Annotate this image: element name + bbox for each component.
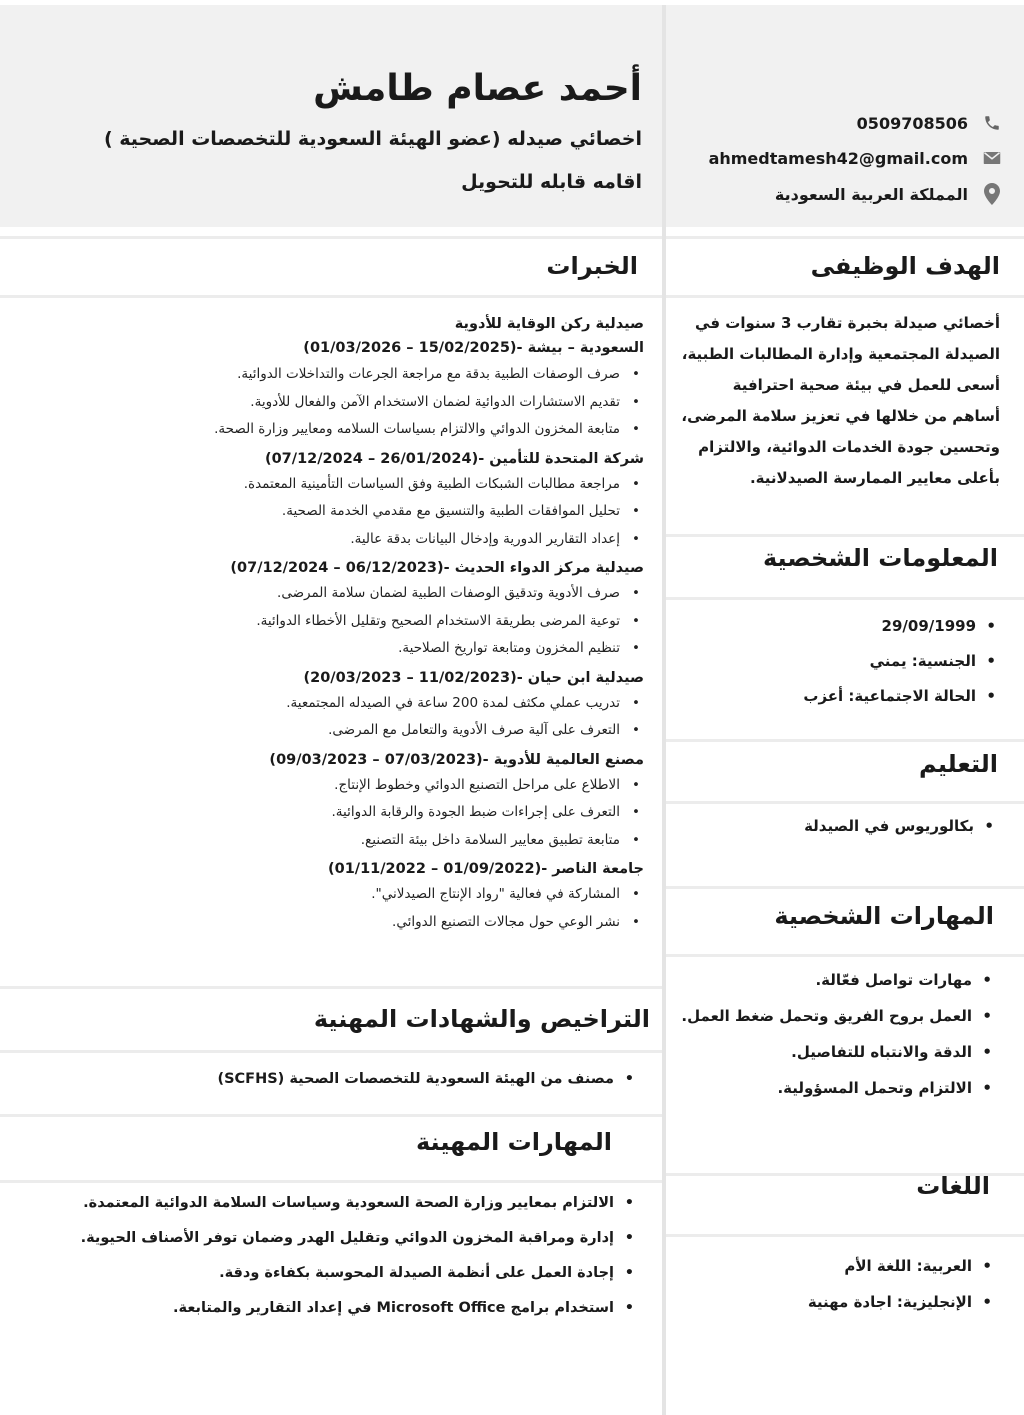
divider (666, 886, 1024, 889)
job-bullet: • تقديم الاستشارات الدوائية لضمان الاستخدام الآمن والفعال للأدوية. (44, 389, 644, 417)
job-entry (44, 666, 644, 745)
objective-heading: الهدف الوظيفى (810, 252, 1000, 280)
list-item: • مصنف من الهيئة السعودية للتخصصات الصحية (SCFHS) (217, 1066, 636, 1092)
residency-note: اقامه قابله للتحويل (461, 171, 642, 193)
soft-skills-list (681, 962, 994, 1106)
divider (666, 1234, 1024, 1237)
divider (666, 534, 1024, 537)
list-item: • الجنسية: يمني (803, 644, 998, 679)
job-employer: شركة المتحدة للتأمين -(26/01/2024 – 07/12/2024) (264, 450, 644, 467)
job-bullet: • مراجعة مطالبات الشبكات الطبية وفق السياسات التأمينية المعتمدة. (44, 471, 644, 499)
job-bullet: • صرف الأدوية وتدقيق الوصفات الطبية لضمان سلامة المرضى. (44, 580, 644, 608)
job-bullet: • متابعة تطبيق معايير السلامة داخل بيئة التصنيع. (44, 827, 644, 855)
job-employer: مصنع العالمية للأدوية -(07/03/2023 – 09/03/2023) (269, 751, 644, 768)
experience-list (44, 312, 644, 939)
job-employer: صيدلية مركز الدواء الحديث -(06/12/2023 – 07/12/2024) (230, 560, 644, 576)
list-item: • بكالوريوس في الصيدلة (804, 812, 996, 840)
person-name: أحمد عصام طامش (313, 68, 642, 109)
divider (0, 1180, 662, 1183)
job-bullet: • المشاركة في فعالية "رواد الإنتاج الصيدلاني". (44, 881, 644, 909)
divider (666, 236, 1024, 239)
divider (0, 1114, 662, 1117)
list-item: • الالتزام بمعايير وزارة الصحة السعودية وسياسات السلامة الدوائية المعتمدة. (81, 1186, 636, 1221)
divider (666, 954, 1024, 957)
divider (666, 739, 1024, 742)
job-bullet: • توعية المرضى بطريقة الاستخدام الصحيح وتقليل الأخطاء الدوائية. (44, 608, 644, 636)
list-item: • إجادة العمل على أنظمة الصيدلة المحوسبة بكفاءة ودقة. (81, 1256, 636, 1291)
list-item: • الإنجليزية: اجادة مهنية (808, 1284, 994, 1320)
divider (666, 295, 1024, 298)
list-item: • الحالة الاجتماعية: أعزب (803, 679, 998, 714)
email-address: ahmedtamesh42@gmail.com (708, 148, 968, 168)
languages-heading: اللغات (916, 1172, 990, 1200)
divider (666, 801, 1024, 804)
job-entry (44, 857, 644, 936)
personal-info-list (803, 609, 998, 714)
licenses-heading: التراخيص والشهادات المهنية (313, 1005, 650, 1033)
list-item: • استخدام برامج Microsoft Office في إعداد التقارير والمتابعة. (81, 1291, 636, 1326)
list-item: • الدقة والانتباه للتفاصيل. (681, 1034, 994, 1070)
divider (0, 986, 662, 989)
mail-icon (982, 148, 1002, 168)
job-employer: صيدلية ابن حيان -(11/02/2023 – 20/03/2023) (303, 669, 644, 686)
job-title: اخصائي صيدله (عضو الهيئة السعودية للتخصصات الصحية ) (103, 128, 642, 150)
objective-text: أخصائي صيدلة بخبرة تقارب 3 سنوات في الصيدلة المجتمعية وإدارة المطالبات الطبية، أسعى للعمل في بيئة صحية احترافية أساهم من خلالها في تعزيز سلامة المرضى، وتحسين جودة الخدمات الدوائية، والالتزام بأعلى معايير الممارسة الصيدلانية. (681, 314, 1000, 487)
job-entry (44, 748, 644, 855)
job-bullet: • صرف الوصفات الطبية بدقة مع مراجعة الجرعات والتداخلات الدوائية. (44, 361, 644, 389)
list-item: • إدارة ومراقبة المخزون الدوائي وتقليل الهدر وضمان توفر الأصناف الحيوية. (81, 1221, 636, 1256)
list-item: • العربية: اللغة الأم (808, 1248, 994, 1284)
list-item: • مهارات تواصل فعّالة. (681, 962, 994, 998)
job-entry (44, 312, 644, 444)
phone-number: 0509708506 (856, 113, 968, 133)
licenses-list (217, 1066, 636, 1092)
job-entry (44, 447, 644, 554)
job-bullet: • الاطلاع على مراحل التصنيع الدوائي وخطوط الإنتاج. (44, 772, 644, 800)
divider (0, 295, 662, 298)
list-item: • العمل بروح الفريق وتحمل ضغط العمل. (681, 998, 994, 1034)
job-bullet: • تدريب عملي مكثف لمدة 200 ساعة في الصيدله المجتمعية. (44, 690, 644, 718)
job-location-dates: السعودية – بيشة -(15/02/2025 – 01/03/2026) (303, 340, 644, 356)
contact-email[interactable] (709, 148, 1002, 168)
divider (0, 1050, 662, 1053)
languages-list (808, 1248, 994, 1320)
divider (666, 597, 1024, 600)
column-divider (662, 5, 666, 1415)
education-heading: التعليم (919, 750, 998, 778)
professional-skills-list (81, 1186, 636, 1326)
job-bullet: • متابعة المخزون الدوائي والالتزام بسياسات السلامه ومعايير وزارة الصحة. (44, 416, 644, 444)
divider (0, 236, 662, 239)
list-item: • 29/09/1999 (803, 609, 998, 644)
job-bullet: • إعداد التقارير الدورية وإدخال البيانات بدقة عالية. (44, 526, 644, 554)
soft-skills-heading: المهارات الشخصية (774, 902, 994, 930)
location-text: المملكة العربية السعودية (774, 184, 968, 204)
job-bullet: • نشر الوعي حول مجالات التصنيع الدوائي. (44, 909, 644, 937)
job-entry (44, 556, 644, 663)
contact-location (775, 184, 1002, 204)
location-pin-icon (982, 184, 1002, 204)
job-employer: جامعة الناصر -(01/09/2022 – 01/11/2022) (327, 861, 644, 877)
job-bullet: • التعرف على آلية صرف الأدوية والتعامل مع المرضى. (44, 717, 644, 745)
experience-heading: الخبرات (546, 252, 638, 280)
phone-icon (982, 113, 1002, 133)
education-list (804, 812, 996, 840)
list-item: • الالتزام وتحمل المسؤولية. (681, 1070, 994, 1106)
job-bullet: • التعرف على إجراءات ضبط الجودة والرقابة الدوائية. (44, 799, 644, 827)
contact-phone[interactable] (857, 113, 1002, 133)
personal-info-heading: المعلومات الشخصية (762, 544, 998, 572)
job-bullet: • تحليل الموافقات الطبية والتنسيق مع مقدمي الخدمة الصحية. (44, 498, 644, 526)
professional-skills-heading: المهارات المهينة (415, 1128, 612, 1156)
job-employer: صيدلية ركن الوقاية للأدوية (454, 316, 644, 332)
job-bullet: • تنظيم المخزون ومتابعة تواريخ الصلاحية. (44, 635, 644, 663)
